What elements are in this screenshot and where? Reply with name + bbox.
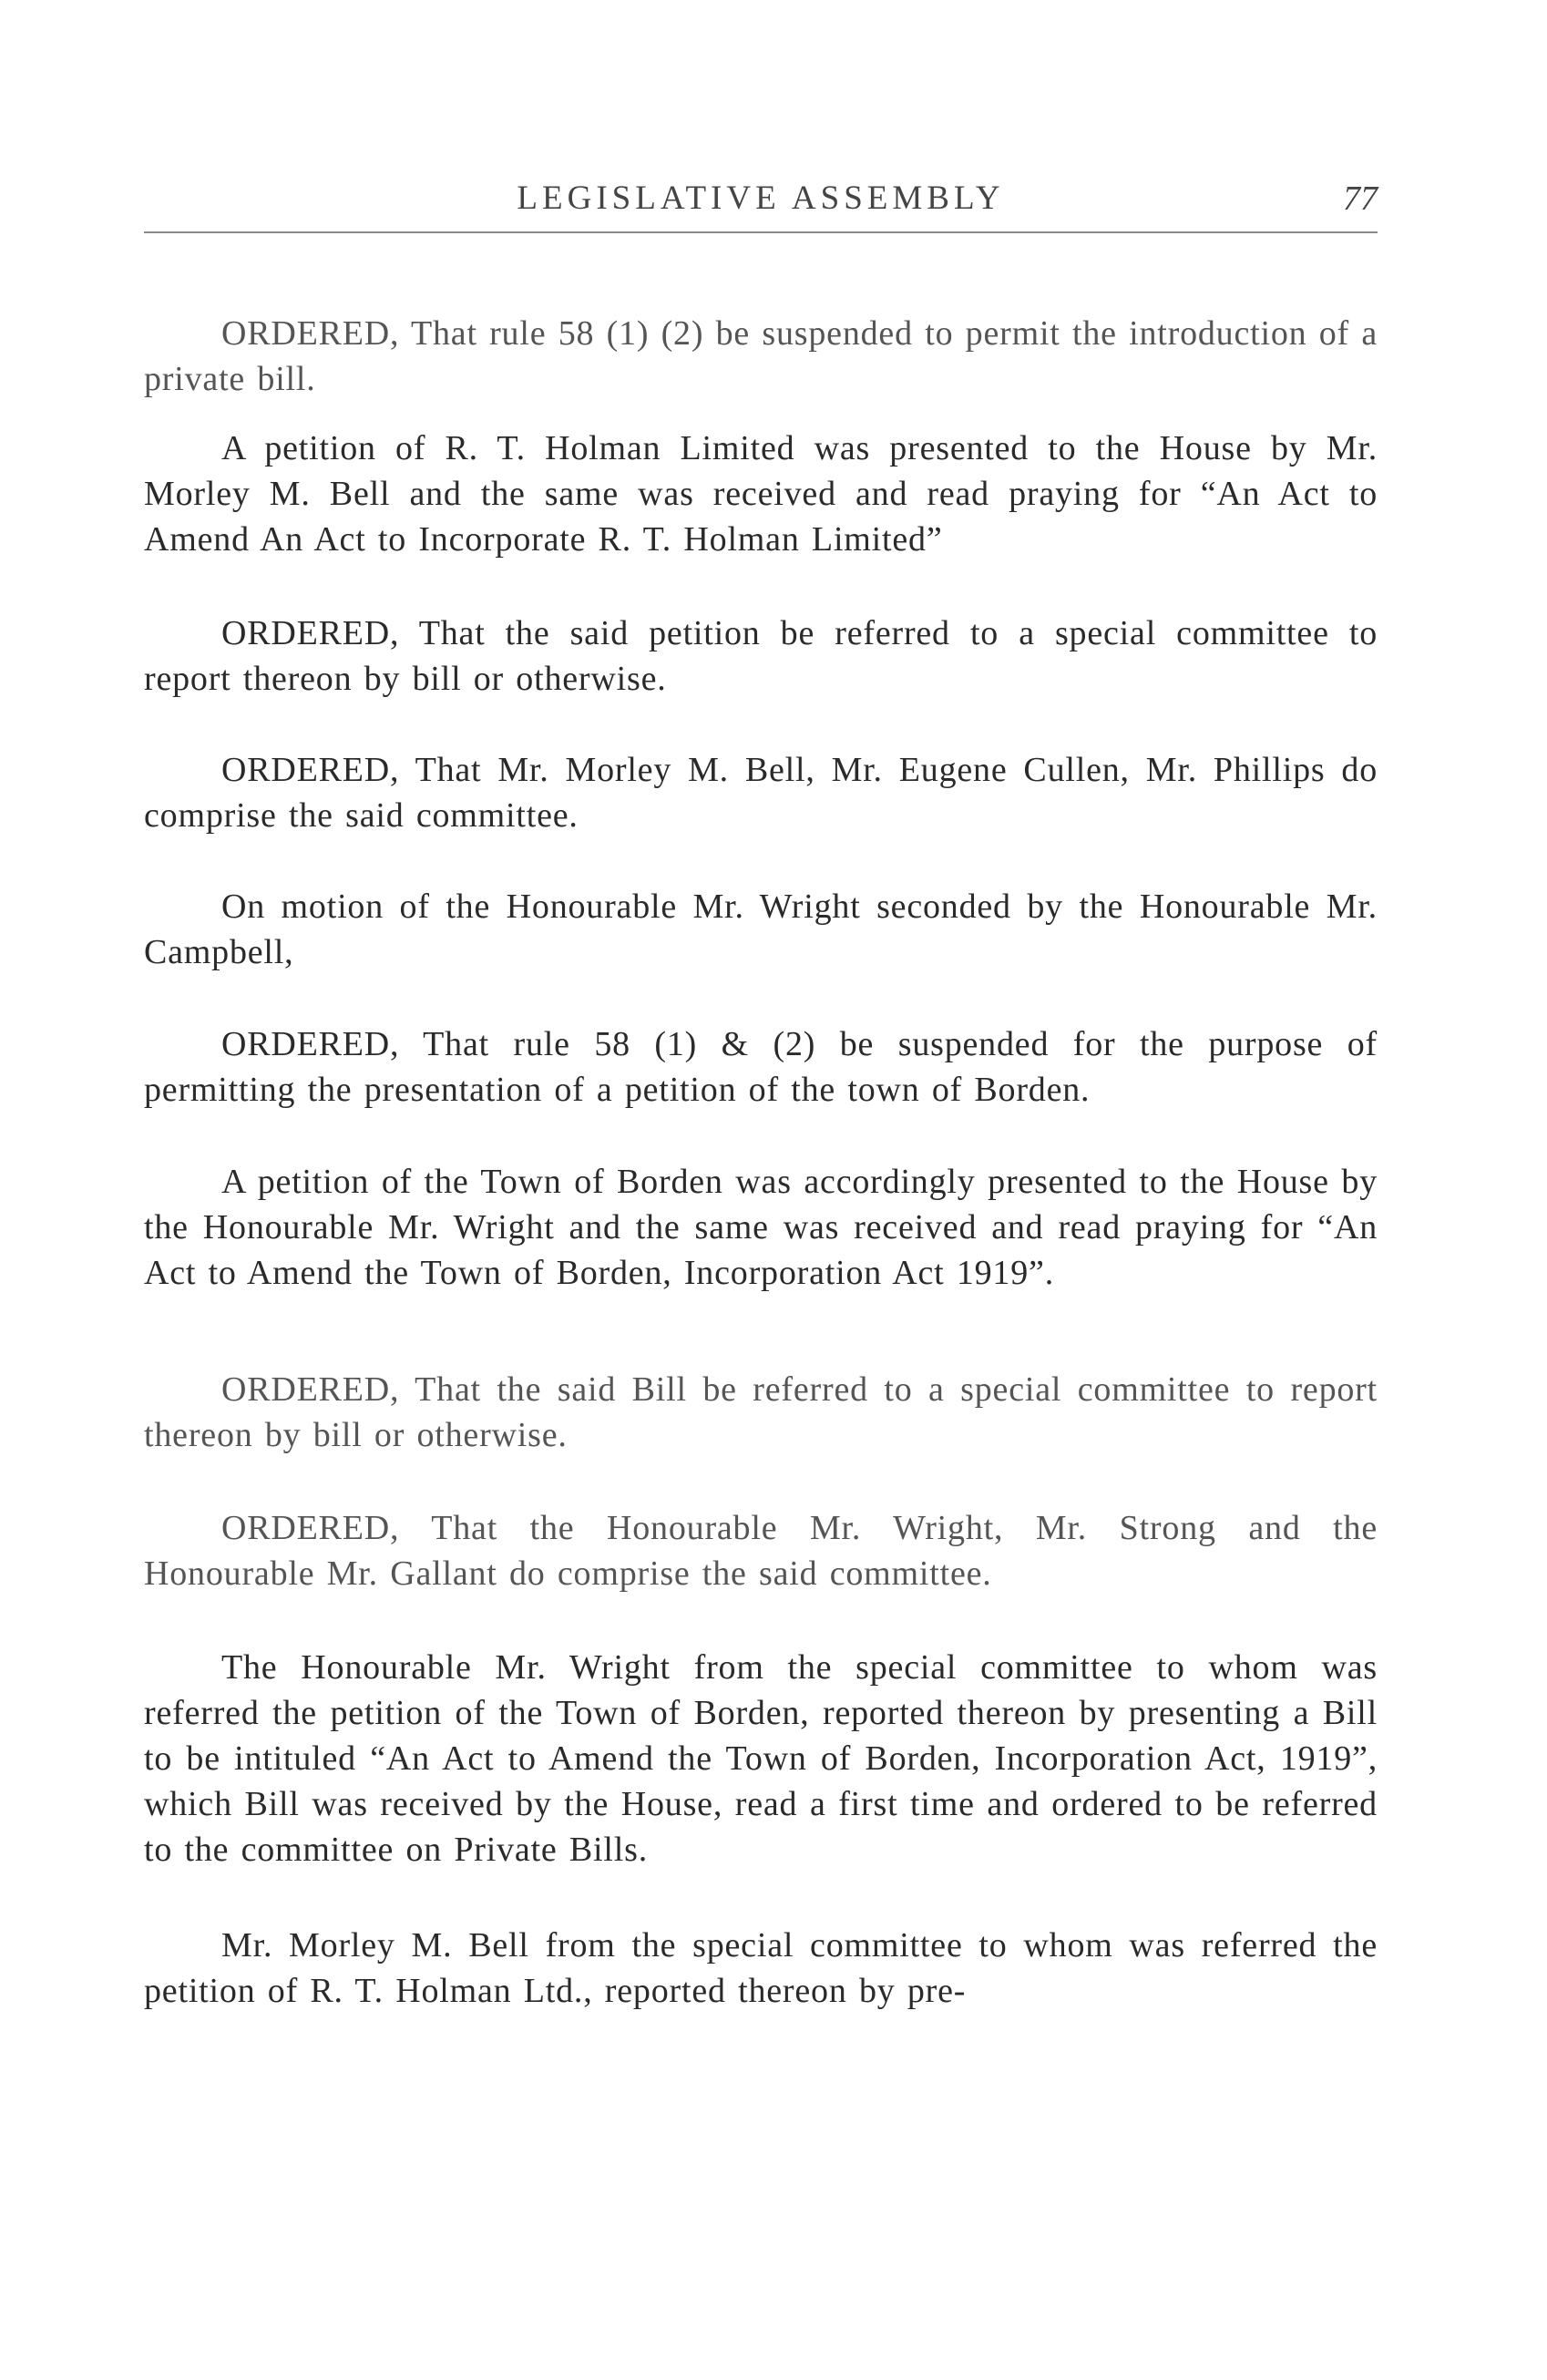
paragraph-8: ORDERED, That the said Bill be referred to a special committee to report thereon by bill or otherwise.	[144, 1370, 1378, 1454]
paragraph-7: A petition of the Town of Borden was accordingly presented to the House by the Honourable Mr. Wright and the same was received and read praying for “An Act to Amend the Town of Borden, Incorporation Act 1919”.	[144, 1163, 1378, 1292]
document-page	[144, 173, 1378, 233]
paragraph-9: ORDERED, That the Honourable Mr. Wright, Mr. Strong and the Honourable Mr. Gallant do comprise the said committee.	[144, 1509, 1378, 1593]
running-title: LEGISLATIVE ASSEMBLY	[517, 180, 1005, 217]
paragraph-10: The Honourable Mr. Wright from the special committee to whom was referred the petition of the Town of Borden, reported thereon by presenting a Bill to be intituled “An Act to Amend the Town of Borden, Incorporation Act, 1919”, which Bill was received by the House, read a first time and ordered to be referred to the committee on Private Bills.	[144, 1648, 1378, 1869]
page-header	[144, 173, 1378, 233]
page-number: 77	[1343, 180, 1378, 218]
paragraph-1: ORDERED, That rule 58 (1) (2) be suspended to permit the introduction of a private bill.	[144, 314, 1378, 398]
paragraph-5: On motion of the Honourable Mr. Wright seconded by the Honourable Mr. Campbell,	[144, 887, 1378, 971]
paragraph-6: ORDERED, That rule 58 (1) & (2) be suspended for the purpose of permitting the presentation of a petition of the town of Borden.	[144, 1025, 1378, 1109]
paragraph-11: Mr. Morley M. Bell from the special committee to whom was referred the petition of R. T. Holman Ltd., reported thereon by pre-	[144, 1926, 1378, 2010]
paragraph-4: ORDERED, That Mr. Morley M. Bell, Mr. Eugene Cullen, Mr. Phillips do comprise the said committee.	[144, 751, 1378, 835]
paragraph-3: ORDERED, That the said petition be referred to a special committee to report thereon by bill or otherwise.	[144, 614, 1378, 698]
paragraph-2: A petition of R. T. Holman Limited was presented to the House by Mr. Morley M. Bell and the same was received and read praying for “An Act to Amend An Act to Incorporate R. T. Holman Limited”	[144, 429, 1378, 559]
